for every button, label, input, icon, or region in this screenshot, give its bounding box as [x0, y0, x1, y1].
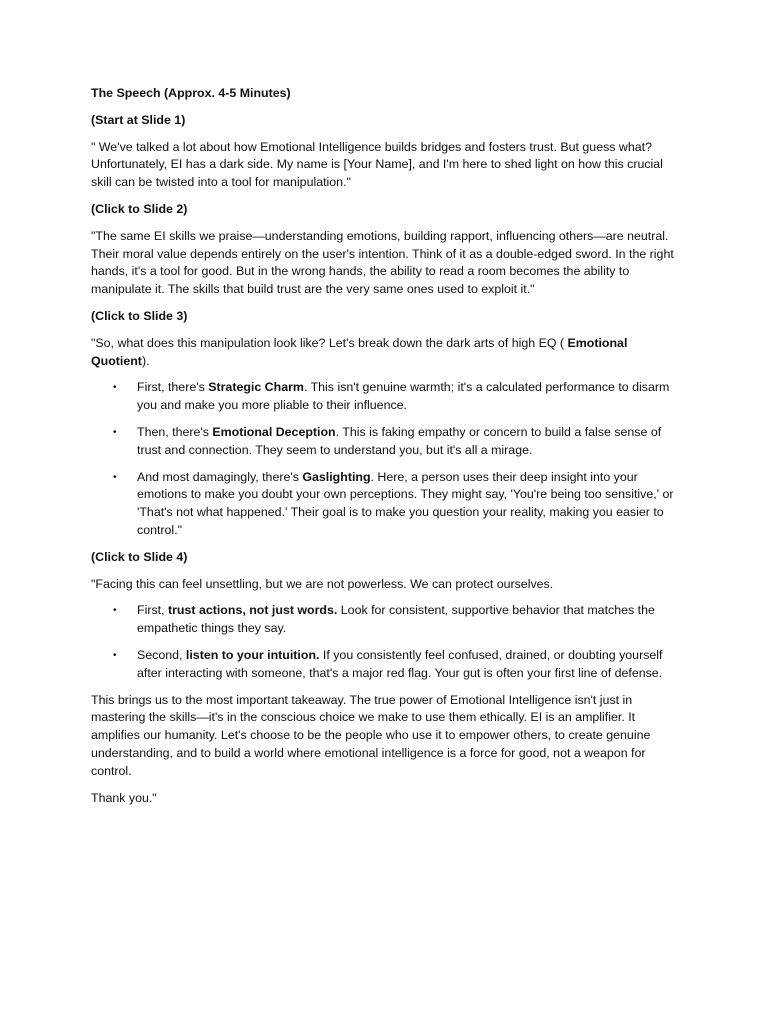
- list-item-bold-term: listen to your intuition.: [185, 647, 320, 662]
- list-item-text: First, there's: [137, 380, 209, 395]
- list-item: [91, 469, 681, 540]
- paragraph-slide-3-intro: [91, 335, 681, 371]
- list-item: [91, 424, 681, 460]
- list-item-bold-term: Strategic Charm: [208, 380, 304, 395]
- paragraph-slide-4-intro: "Facing this can feel unsettling, but we are not powerless. We can protect ourselves.: [91, 576, 554, 591]
- list-item-text: If you consistently feel confused, drained, or doubting yourself after interacting with someone, that's a major red flag. Your gut is often your first line of defense.: [137, 647, 663, 680]
- list-item: [91, 379, 681, 415]
- list-item-bold-term: Gaslighting: [302, 469, 371, 484]
- signoff: Thank you.": [91, 790, 157, 805]
- intro-bold-term: Emotional Quotient: [91, 335, 628, 368]
- slide-cue-4: (Click to Slide 4): [91, 549, 188, 564]
- list-item-bold-term: trust actions, not just words.: [167, 603, 338, 618]
- list-item-text: And most damagingly, there's: [137, 469, 303, 484]
- list-item-bold-term: Emotional Deception: [212, 424, 336, 439]
- paragraph-slide-2: "The same EI skills we praise—understanding emotions, building rapport, influencing others—are neutral. Their moral value depends entirely on the user's intention. Think of it as a double-edged sword. In the right hands, it's a tool for good. But in the wrong hands, the ability to read a room becomes the ability to manipulate it. The skills that build trust are the very same ones used to exploit it.": [91, 228, 674, 297]
- slide-cue-3: (Click to Slide 3): [91, 308, 188, 323]
- list-item-text: . This is faking empathy or concern to build a false sense of trust and connection. They seem to understand you, but it's all a mirage.: [137, 424, 662, 457]
- list-item-text: First,: [137, 603, 168, 618]
- list-item-text: . Here, a person uses their deep insight into your emotions to make you doubt your own perceptions. They might say, 'You're being too sensitive,' or 'That's not what happened.' Their goal is to make you question your reality, making you easier to control.": [137, 469, 674, 537]
- list-item-text: Second,: [137, 647, 186, 662]
- list-item-text: Then, there's: [137, 424, 213, 439]
- bullet-list-slide-3: [91, 379, 681, 539]
- slide-cue-2: (Click to Slide 2): [91, 201, 188, 216]
- bullet-icon: •: [113, 605, 117, 617]
- document-page: [91, 85, 681, 816]
- list-item-text: Look for consistent, supportive behavior that matches the empathetic things they say.: [137, 603, 655, 636]
- document-title: The Speech (Approx. 4-5 Minutes): [91, 86, 291, 100]
- list-item: [91, 602, 681, 638]
- intro-text: "So, what does this manipulation look like? Let's break down the dark arts of high EQ (: [91, 335, 568, 350]
- bullet-icon: •: [113, 649, 117, 661]
- bullet-icon: •: [113, 426, 117, 438]
- intro-text-end: ).: [141, 353, 150, 368]
- list-item-text: . This isn't genuine warmth; it's a calculated performance to disarm you and make you more pliable to their influence.: [137, 380, 670, 413]
- slide-cue-1: (Start at Slide 1): [91, 112, 186, 127]
- bullet-icon: •: [113, 382, 117, 394]
- bullet-list-slide-4: [91, 602, 681, 682]
- list-item: [91, 647, 681, 683]
- bullet-icon: •: [113, 471, 117, 483]
- paragraph-slide-1: " We've talked a lot about how Emotional Intelligence builds bridges and fosters trust. But guess what? Unfortunately, EI has a dark side. My name is [Your Name], and I'm here to shed light on how this crucial skill can be twisted into a tool for manipulation.": [91, 139, 663, 190]
- closing-paragraph: This brings us to the most important takeaway. The true power of Emotional Intelligence isn't just in mastering the skills—it's in the conscious choice we make to use them ethically. EI is an amplifier. It amplifies our humanity. Let's choose to be the people who use it to empower others, to create genuine understanding, and to build a world where emotional intelligence is a force for good, not a weapon for control.: [91, 692, 651, 778]
